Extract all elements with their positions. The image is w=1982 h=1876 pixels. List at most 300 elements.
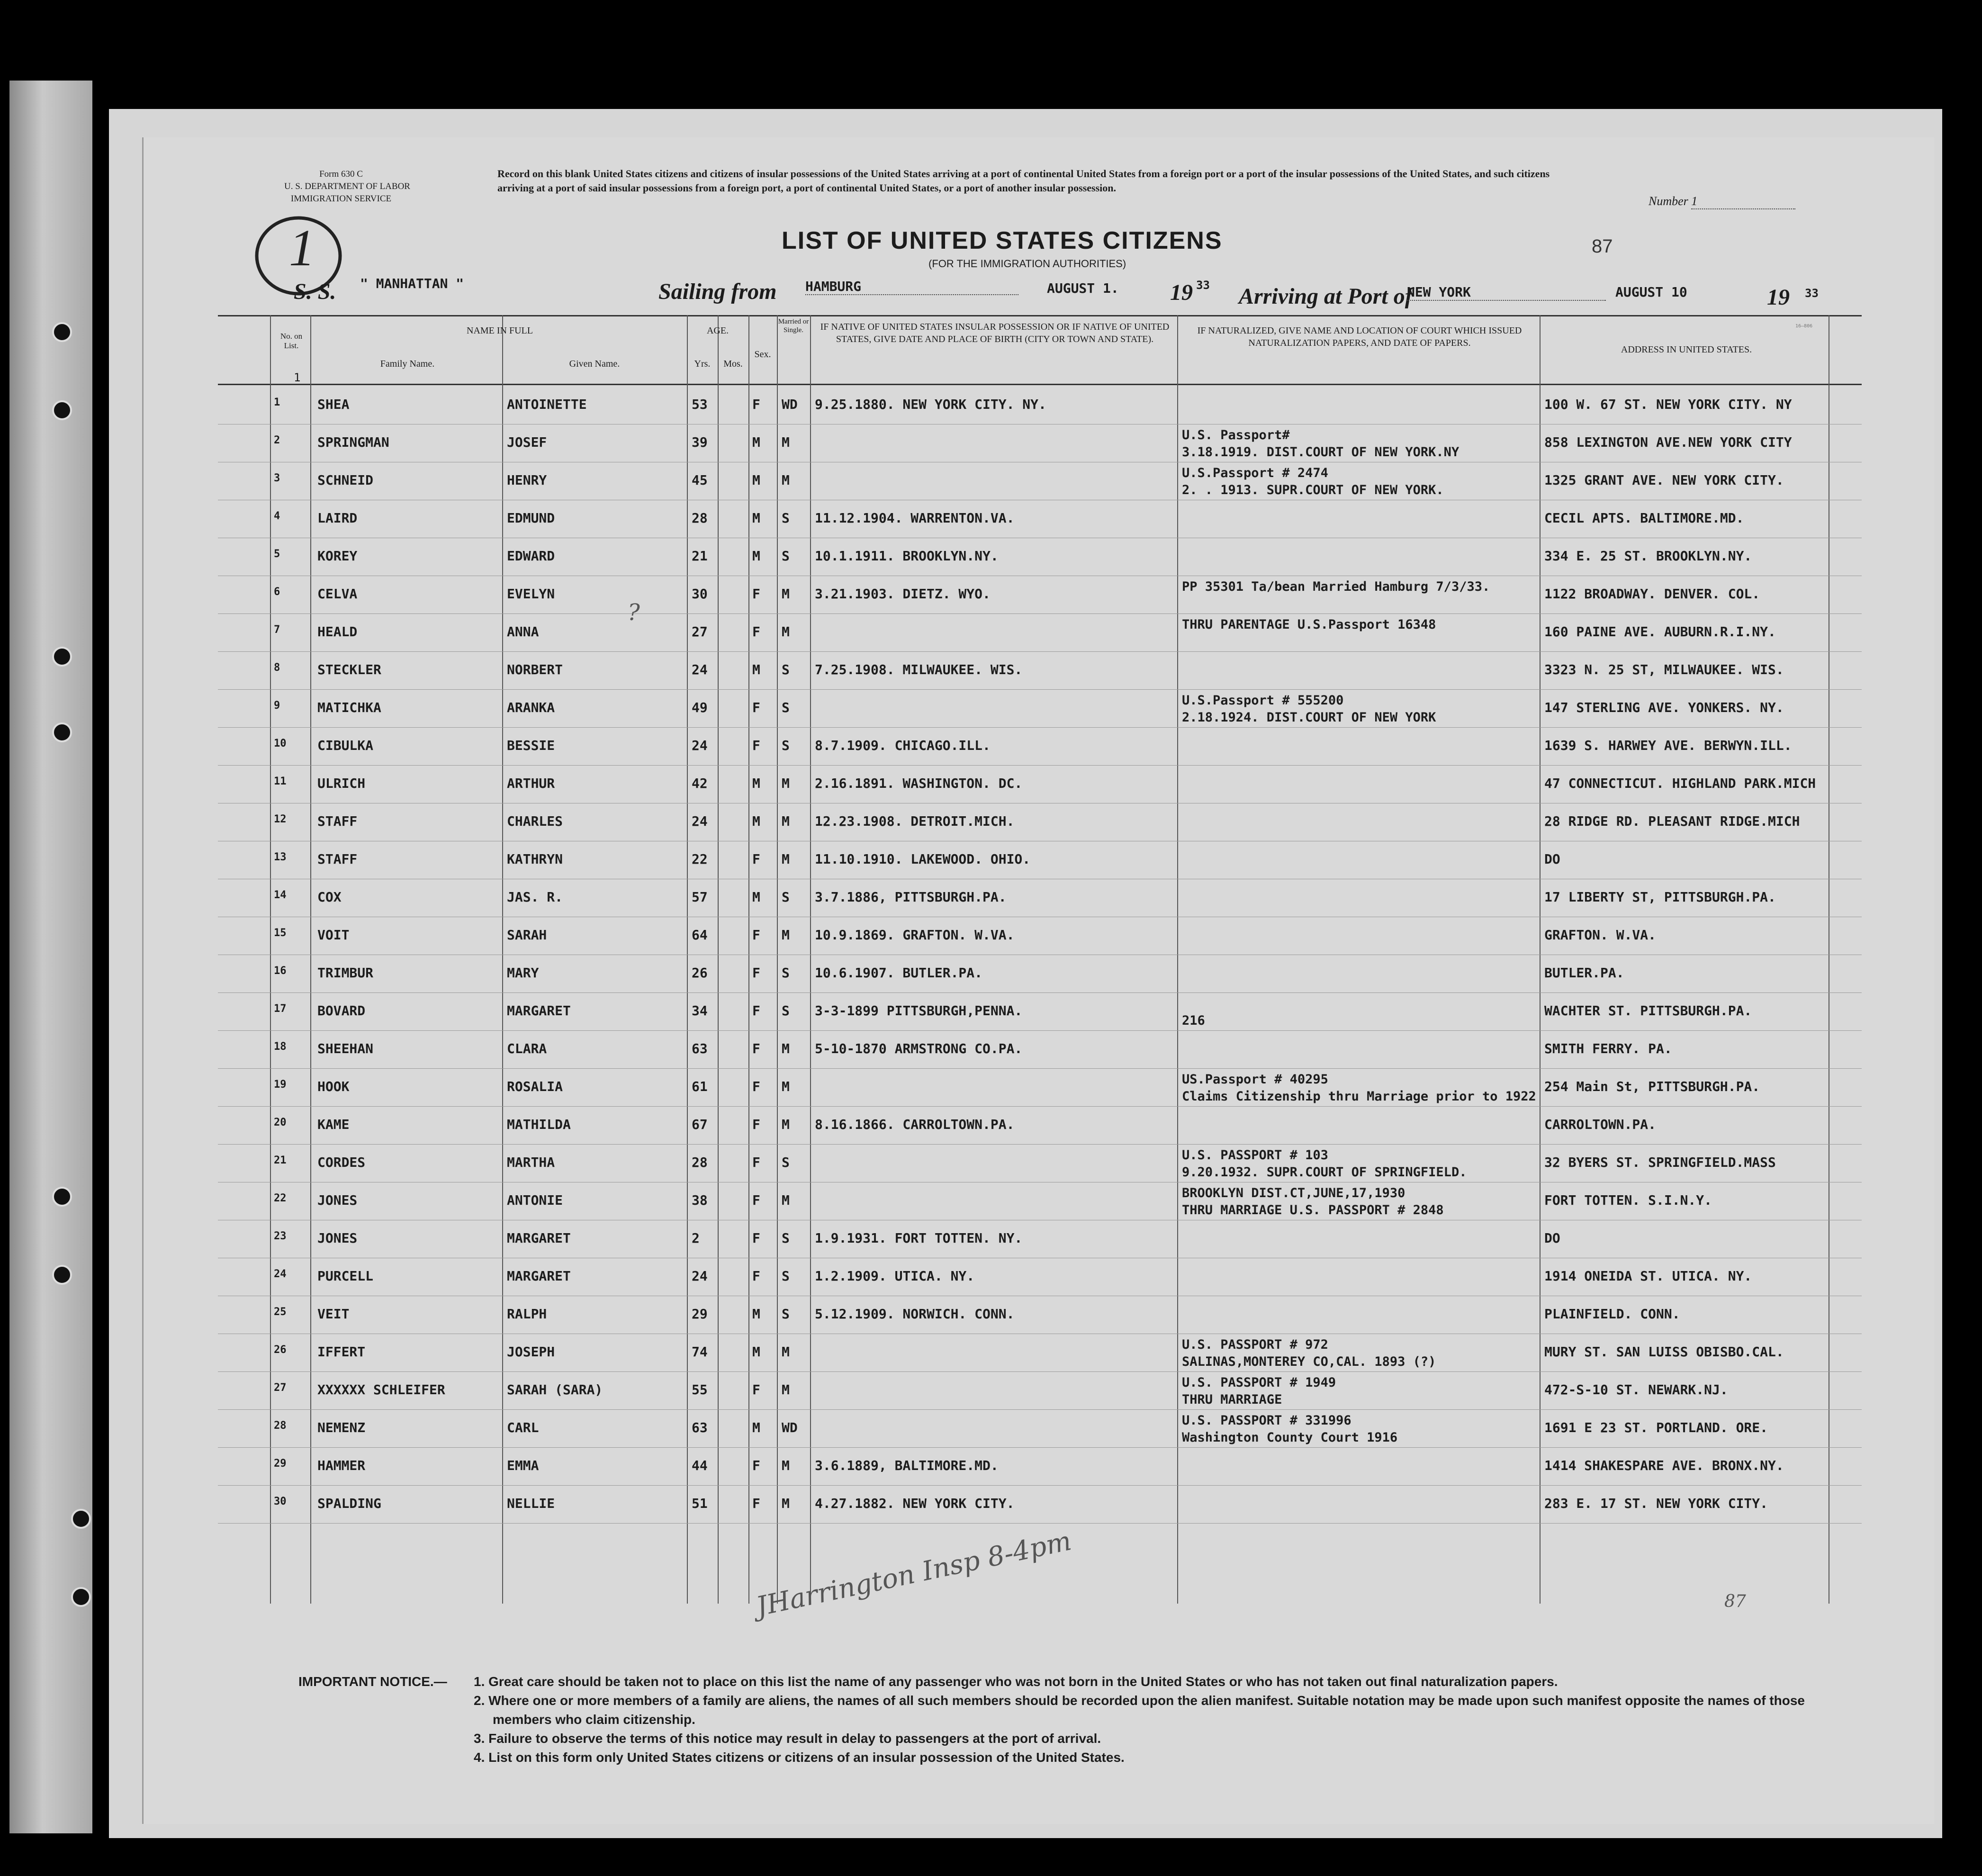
naturalization-line-1: U.S. PASSPORT # 331996: [1182, 1413, 1351, 1428]
binder-hole: [52, 400, 72, 420]
sex: M: [752, 776, 760, 791]
sex: M: [752, 548, 760, 564]
table-row: [218, 992, 1862, 1031]
family-name: KAME: [317, 1117, 350, 1132]
naturalization-line-1: THRU PARENTAGE U.S.Passport 16348: [1182, 617, 1436, 632]
marital-status: M: [782, 851, 790, 867]
marital-status: S: [782, 700, 790, 715]
given-name: JAS. R.: [507, 889, 563, 905]
given-name: NELLIE: [507, 1496, 555, 1511]
binder-hole: [52, 322, 72, 342]
marital-status: S: [782, 1154, 790, 1170]
row-number: 16: [274, 965, 287, 977]
number-value: 1: [1691, 194, 1795, 209]
address: 3323 N. 25 ST, MILWAUKEE. WIS.: [1544, 662, 1784, 677]
table-row: [218, 1447, 1862, 1486]
table-row: [218, 500, 1862, 538]
birth-info: 3.21.1903. DIETZ. WYO.: [815, 586, 991, 602]
marital-status: S: [782, 548, 790, 564]
ship-name: " MANHATTAN ": [360, 276, 464, 291]
address: 1122 BROADWAY. DENVER. COL.: [1544, 586, 1760, 602]
family-name: LAIRD: [317, 510, 358, 526]
sex: F: [752, 965, 760, 981]
marital-status: M: [782, 1496, 790, 1511]
age-years: 64: [692, 927, 708, 943]
binder-strip: [9, 81, 92, 1833]
table-row: [218, 1182, 1862, 1220]
table-row: [218, 538, 1862, 576]
sex: F: [752, 1192, 760, 1208]
row-number: 14: [274, 889, 287, 901]
header-naturalized: IF NATURALIZED, GIVE NAME AND LOCATION OF COURT WHICH ISSUED NATURALIZATION PAPERS, AND DATE OF PAPERS.: [1197, 325, 1522, 348]
address: 334 E. 25 ST. BROOKLYN.NY.: [1544, 548, 1752, 564]
department-name: U. S. DEPARTMENT OF LABOR: [284, 181, 410, 191]
row-number: 27: [274, 1382, 287, 1394]
family-name: JONES: [317, 1230, 358, 1246]
sex: F: [752, 1382, 760, 1398]
row-number: 7: [274, 624, 280, 636]
row-number: 8: [274, 662, 280, 674]
marital-status: M: [782, 1079, 790, 1094]
row-number: 12: [274, 813, 287, 825]
family-name: PURCELL: [317, 1268, 374, 1284]
binder-hole: [71, 1587, 91, 1607]
address: 32 BYERS ST. SPRINGFIELD.MASS: [1544, 1154, 1776, 1170]
sex: F: [752, 1117, 760, 1132]
birth-info: 10.1.1911. BROOKLYN.NY.: [815, 548, 999, 564]
address: 1639 S. HARWEY AVE. BERWYN.ILL.: [1544, 738, 1792, 753]
naturalization-line-1: U.S.Passport # 2474: [1182, 466, 1328, 480]
family-name: STAFF: [317, 851, 358, 867]
naturalization-line-2: 3.18.1919. DIST.COURT OF NEW YORK.NY: [1182, 445, 1459, 460]
marital-status: M: [782, 1344, 790, 1360]
address: 1914 ONEIDA ST. UTICA. NY.: [1544, 1268, 1752, 1284]
family-name: IFFERT: [317, 1344, 366, 1360]
birth-info: 7.25.1908. MILWAUKEE. WIS.: [815, 662, 1023, 677]
sailing-year-prefix: 19: [1170, 280, 1193, 305]
sex: F: [752, 1458, 760, 1473]
page-title: LIST OF UNITED STATES CITIZENS: [782, 227, 1223, 254]
row-number: 15: [274, 927, 287, 939]
address: PLAINFIELD. CONN.: [1544, 1306, 1680, 1322]
row-number: 29: [274, 1458, 287, 1470]
table-row: [218, 1220, 1862, 1258]
age-years: 57: [692, 889, 708, 905]
age-years: 24: [692, 662, 708, 677]
birth-info: 9.25.1880. NEW YORK CITY. NY.: [815, 397, 1046, 412]
age-years: 24: [692, 813, 708, 829]
given-name: MARGARET: [507, 1230, 571, 1246]
birth-info: 4.27.1882. NEW YORK CITY.: [815, 1496, 1015, 1511]
given-name: ANTONIE: [507, 1192, 563, 1208]
family-name: MATICHKA: [317, 700, 381, 715]
header-given-name: Given Name.: [569, 359, 620, 369]
marital-status: M: [782, 472, 790, 488]
naturalization-line-2: Claims Citizenship thru Marriage prior to 1922: [1182, 1089, 1536, 1104]
birth-info: 8.7.1909. CHICAGO.ILL.: [815, 738, 991, 753]
naturalization-line-1: U.S. Passport#: [1182, 428, 1290, 442]
address: 858 LEXINGTON AVE.NEW YORK CITY: [1544, 434, 1792, 450]
marital-status: S: [782, 662, 790, 677]
family-name: VOIT: [317, 927, 350, 943]
marital-status: M: [782, 813, 790, 829]
birth-info: 12.23.1908. DETROIT.MICH.: [815, 813, 1015, 829]
table-row: [218, 689, 1862, 728]
row-number: 19: [274, 1079, 287, 1091]
sailing-date: AUGUST 1.: [1047, 280, 1119, 296]
address: CARROLTOWN.PA.: [1544, 1117, 1657, 1132]
table-row: [218, 1258, 1862, 1296]
marital-status: S: [782, 965, 790, 981]
birth-info: 8.16.1866. CARROLTOWN.PA.: [815, 1117, 1015, 1132]
naturalization-line-1: US.Passport # 40295: [1182, 1072, 1328, 1087]
birth-info: 2.16.1891. WASHINGTON. DC.: [815, 776, 1023, 791]
notice-item-1: 1. Great care should be taken not to place on this list the name of any passenger who was not born in the United States or who has not taken out final naturalization papers.: [474, 1674, 1558, 1689]
given-name: BESSIE: [507, 738, 555, 753]
address: 17 LIBERTY ST, PITTSBURGH.PA.: [1544, 889, 1776, 905]
given-name: MARY: [507, 965, 539, 981]
family-name: VEIT: [317, 1306, 350, 1322]
marital-status: M: [782, 586, 790, 602]
table-row: [218, 917, 1862, 955]
marital-status: M: [782, 1458, 790, 1473]
table-row: [218, 803, 1862, 841]
number-field: [1649, 194, 1795, 209]
marital-status: S: [782, 1230, 790, 1246]
birth-info: 11.10.1910. LAKEWOOD. OHIO.: [815, 851, 1031, 867]
table-row: [218, 1144, 1862, 1182]
birth-info: 5-10-1870 ARMSTRONG CO.PA.: [815, 1041, 1023, 1056]
naturalization-line-1: U.S. PASSPORT # 1949: [1182, 1375, 1336, 1390]
given-name: CHARLES: [507, 813, 563, 829]
address: SMITH FERRY. PA.: [1544, 1041, 1672, 1056]
birth-info: 3.7.1886, PITTSBURGH.PA.: [815, 889, 1007, 905]
family-name: HOOK: [317, 1079, 350, 1094]
sailing-from-label: Sailing from: [658, 279, 777, 304]
row-number: 17: [274, 1003, 287, 1015]
age-years: 24: [692, 738, 708, 753]
given-name: HENRY: [507, 472, 547, 488]
row-number: 24: [274, 1268, 287, 1280]
notice-label: IMPORTANT NOTICE.—: [298, 1674, 447, 1689]
address: MURY ST. SAN LUISS OBISBO.CAL.: [1544, 1344, 1784, 1360]
given-name: MARGARET: [507, 1003, 571, 1019]
marital-status: S: [782, 1003, 790, 1019]
age-years: 74: [692, 1344, 708, 1360]
age-years: 2: [692, 1230, 700, 1246]
age-years: 61: [692, 1079, 708, 1094]
form-department-block: [284, 168, 410, 205]
notice-item-4: 4. List on this form only United States citizens or citizens of an insular possession of the United States.: [474, 1750, 1125, 1765]
family-name: JONES: [317, 1192, 358, 1208]
age-years: 26: [692, 965, 708, 981]
binder-hole: [52, 647, 72, 667]
family-name: CIBULKA: [317, 738, 374, 753]
header-yrs: Yrs.: [694, 359, 711, 369]
family-name: SHEA: [317, 397, 350, 412]
question-mark-annotation: ?: [628, 599, 640, 626]
bottom-number: 87: [1724, 1592, 1746, 1611]
arrival-date: AUGUST 10: [1615, 284, 1687, 300]
given-name: EDWARD: [507, 548, 555, 564]
page-subtitle: (FOR THE IMMIGRATION AUTHORITIES): [928, 258, 1126, 270]
manifest-table: [218, 315, 1862, 1604]
sex: M: [752, 1306, 760, 1322]
marital-status: M: [782, 776, 790, 791]
marital-status: M: [782, 1041, 790, 1056]
table-row: [218, 955, 1862, 993]
address: CECIL APTS. BALTIMORE.MD.: [1544, 510, 1744, 526]
age-years: 53: [692, 397, 708, 412]
ss-label: S. S.: [294, 279, 336, 304]
birth-info: 3-3-1899 PITTSBURGH,PENNA.: [815, 1003, 1023, 1019]
marital-status: M: [782, 927, 790, 943]
row-number: 21: [274, 1154, 287, 1166]
table-row: [218, 1296, 1862, 1334]
header-no: No. on List.: [280, 332, 303, 350]
sailing-port: HAMBURG: [805, 279, 1018, 295]
sex: M: [752, 662, 760, 677]
row-number: 11: [274, 776, 287, 787]
row-number: 23: [274, 1230, 287, 1242]
table-row: [218, 765, 1862, 803]
family-name: BOVARD: [317, 1003, 366, 1019]
row-number: 30: [274, 1496, 287, 1507]
naturalization-line-2: 216: [1182, 1013, 1205, 1028]
row-number: 10: [274, 738, 287, 749]
row-number: 22: [274, 1192, 287, 1204]
given-name: NORBERT: [507, 662, 563, 677]
instructions-text: Record on this blank United States citizens and citizens of insular possessions of the United States arriving at a port of continental United States from a foreign port or a port of the insular possessions of the United States, and such citizens arriving at a port of said insular possessions from a foreign port, a port of continental United States, or a port of another insular possession.: [497, 168, 1550, 194]
sex: M: [752, 1344, 760, 1360]
sex: M: [752, 510, 760, 526]
family-name: STAFF: [317, 813, 358, 829]
row-number: 18: [274, 1041, 287, 1053]
birth-info: 11.12.1904. WARRENTON.VA.: [815, 510, 1015, 526]
circled-mark-number: 1: [289, 219, 315, 277]
sex: F: [752, 1079, 760, 1094]
given-name: ANTOINETTE: [507, 397, 587, 412]
important-notice: [298, 1672, 1862, 1767]
age-years: 49: [692, 700, 708, 715]
marital-status: M: [782, 1117, 790, 1132]
table-row: [218, 879, 1862, 917]
address: 160 PAINE AVE. AUBURN.R.I.NY.: [1544, 624, 1776, 640]
table-row: [218, 651, 1862, 690]
address: 472-S-10 ST. NEWARK.NJ.: [1544, 1382, 1728, 1398]
sex: F: [752, 624, 760, 640]
naturalization-line-2: 9.20.1932. SUPR.COURT OF SPRINGFIELD.: [1182, 1165, 1467, 1180]
age-years: 67: [692, 1117, 708, 1132]
address: 28 RIDGE RD. PLEASANT RIDGE.MICH: [1544, 813, 1800, 829]
age-years: 38: [692, 1192, 708, 1208]
family-name: SHEEHAN: [317, 1041, 374, 1056]
notice-item-2: 2. Where one or more members of a family are aliens, the names of all such members should be recorded upon the alien manifest. Suitable notation may be made upon such manifest opposite the names of those members who claim citizenship.: [474, 1693, 1805, 1727]
family-name: HEALD: [317, 624, 358, 640]
age-years: 27: [692, 624, 708, 640]
family-name: STECKLER: [317, 662, 381, 677]
family-name: NEMENZ: [317, 1420, 366, 1435]
family-name: SCHNEID: [317, 472, 374, 488]
marital-status: M: [782, 1382, 790, 1398]
arrival-year-suffix: 33: [1805, 287, 1819, 300]
birth-info: 5.12.1909. NORWICH. CONN.: [815, 1306, 1015, 1322]
naturalization-line-2: THRU MARRIAGE: [1182, 1392, 1282, 1407]
given-name: MATHILDA: [507, 1117, 571, 1132]
row-number: 20: [274, 1117, 287, 1128]
age-years: 22: [692, 851, 708, 867]
page-marker: 1: [294, 371, 301, 384]
service-name: IMMIGRATION SERVICE: [290, 194, 392, 204]
family-name: ULRICH: [317, 776, 366, 791]
header-address: ADDRESS IN UNITED STATES.: [1621, 344, 1752, 355]
marital-status: S: [782, 510, 790, 526]
row-number: 4: [274, 510, 280, 522]
age-years: 51: [692, 1496, 708, 1511]
family-name: KOREY: [317, 548, 358, 564]
given-name: EDMUND: [507, 510, 555, 526]
birth-info: 10.6.1907. BUTLER.PA.: [815, 965, 983, 981]
address: 100 W. 67 ST. NEW YORK CITY. NY: [1544, 397, 1792, 412]
family-name: XXXXXX SCHLEIFER: [317, 1382, 445, 1398]
address: 47 CONNECTICUT. HIGHLAND PARK.MICH: [1544, 776, 1816, 791]
row-number: 28: [274, 1420, 287, 1432]
table-row: [218, 1068, 1862, 1107]
row-number: 9: [274, 700, 280, 712]
naturalization-line-2: 2. . 1913. SUPR.COURT OF NEW YORK.: [1182, 483, 1444, 497]
birth-info: 10.9.1869. GRAFTON. W.VA.: [815, 927, 1015, 943]
header-age: AGE.: [706, 325, 729, 336]
sex: F: [752, 1230, 760, 1246]
given-name: EMMA: [507, 1458, 539, 1473]
naturalization-line-2: 2.18.1924. DIST.COURT OF NEW YORK: [1182, 710, 1436, 725]
given-name: EVELYN: [507, 586, 555, 602]
address: 1325 GRANT AVE. NEW YORK CITY.: [1544, 472, 1784, 488]
table-row: [218, 613, 1862, 652]
binder-hole: [52, 722, 72, 742]
family-name: TRIMBUR: [317, 965, 374, 981]
naturalization-line-2: THRU MARRIAGE U.S. PASSPORT # 2848: [1182, 1203, 1444, 1218]
address: GRAFTON. W.VA.: [1544, 927, 1657, 943]
birth-info: 3.6.1889, BALTIMORE.MD.: [815, 1458, 999, 1473]
row-number: 5: [274, 548, 280, 560]
table-row: [218, 462, 1862, 500]
binder-hole: [71, 1509, 91, 1529]
number-label: Number: [1649, 194, 1688, 208]
table-row: [218, 1371, 1862, 1410]
sailing-year-suffix: 33: [1196, 279, 1210, 292]
address: 1414 SHAKESPARE AVE. BRONX.NY.: [1544, 1458, 1784, 1473]
naturalization-line-1: U.S. PASSPORT # 103: [1182, 1148, 1328, 1163]
marital-status: WD: [782, 1420, 798, 1435]
family-name: HAMMER: [317, 1458, 366, 1473]
given-name: RALPH: [507, 1306, 547, 1322]
stamp-number: 87: [1592, 236, 1613, 257]
row-number: 2: [274, 434, 280, 446]
given-name: SARAH (SARA): [507, 1382, 603, 1398]
given-name: ROSALIA: [507, 1079, 563, 1094]
form-number: Form 630 C: [319, 169, 363, 179]
age-years: 45: [692, 472, 708, 488]
sex: F: [752, 397, 760, 412]
arrival-port: NEW YORK: [1407, 284, 1606, 301]
family-name: COX: [317, 889, 342, 905]
given-name: CARL: [507, 1420, 539, 1435]
table-row: [218, 1106, 1862, 1145]
naturalization-line-2: Washington County Court 1916: [1182, 1430, 1398, 1445]
sex: M: [752, 889, 760, 905]
age-years: 39: [692, 434, 708, 450]
age-years: 29: [692, 1306, 708, 1322]
row-number: 13: [274, 851, 287, 863]
age-years: 44: [692, 1458, 708, 1473]
age-years: 63: [692, 1041, 708, 1056]
sex: F: [752, 1003, 760, 1019]
sex: F: [752, 1496, 760, 1511]
age-years: 42: [692, 776, 708, 791]
marital-status: M: [782, 1192, 790, 1208]
age-years: 30: [692, 586, 708, 602]
binder-hole: [52, 1187, 72, 1207]
table-row: [218, 576, 1862, 614]
row-number: 6: [274, 586, 280, 598]
naturalization-line-1: BROOKLYN DIST.CT,JUNE,17,1930: [1182, 1186, 1405, 1200]
sex: M: [752, 813, 760, 829]
arriving-label: Arriving at Port of: [1239, 284, 1413, 309]
marital-status: S: [782, 1268, 790, 1284]
header-name-in-full: NAME IN FULL: [467, 325, 533, 336]
given-name: SARAH: [507, 927, 547, 943]
given-name: ARANKA: [507, 700, 555, 715]
given-name: MARGARET: [507, 1268, 571, 1284]
marital-status: M: [782, 624, 790, 640]
age-years: 21: [692, 548, 708, 564]
given-name: JOSEF: [507, 434, 547, 450]
age-years: 24: [692, 1268, 708, 1284]
address: 147 STERLING AVE. YONKERS. NY.: [1544, 700, 1784, 715]
binder-hole: [52, 1265, 72, 1285]
form-code: 16—806: [1795, 324, 1813, 329]
age-years: 63: [692, 1420, 708, 1435]
row-number: 1: [274, 397, 280, 408]
address: DO: [1544, 851, 1560, 867]
row-number: 25: [274, 1306, 287, 1318]
sex: M: [752, 472, 760, 488]
table-row: [218, 841, 1862, 879]
table-row: [218, 1485, 1862, 1524]
table-row: [218, 386, 1862, 424]
sex: F: [752, 927, 760, 943]
marital-status: M: [782, 434, 790, 450]
header-mos: Mos.: [723, 359, 743, 369]
age-years: 34: [692, 1003, 708, 1019]
table-row: [218, 1334, 1862, 1372]
birth-info: 1.9.1931. FORT TOTTEN. NY.: [815, 1230, 1023, 1246]
address: 1691 E 23 ST. PORTLAND. ORE.: [1544, 1420, 1768, 1435]
address: 254 Main St, PITTSBURGH.PA.: [1544, 1079, 1760, 1094]
address: 283 E. 17 ST. NEW YORK CITY.: [1544, 1496, 1768, 1511]
row-number: 3: [274, 472, 280, 484]
age-years: 55: [692, 1382, 708, 1398]
marital-status: WD: [782, 397, 798, 412]
naturalization-line-2: SALINAS,MONTEREY CO,CAL. 1893 (?): [1182, 1354, 1436, 1369]
sex: F: [752, 738, 760, 753]
arrival-year-prefix: 19: [1767, 285, 1790, 310]
table-row: [218, 424, 1862, 462]
address: DO: [1544, 1230, 1560, 1246]
age-years: 28: [692, 510, 708, 526]
naturalization-line-1: PP 35301 Ta/bean Married Hamburg 7/3/33.: [1182, 579, 1490, 594]
